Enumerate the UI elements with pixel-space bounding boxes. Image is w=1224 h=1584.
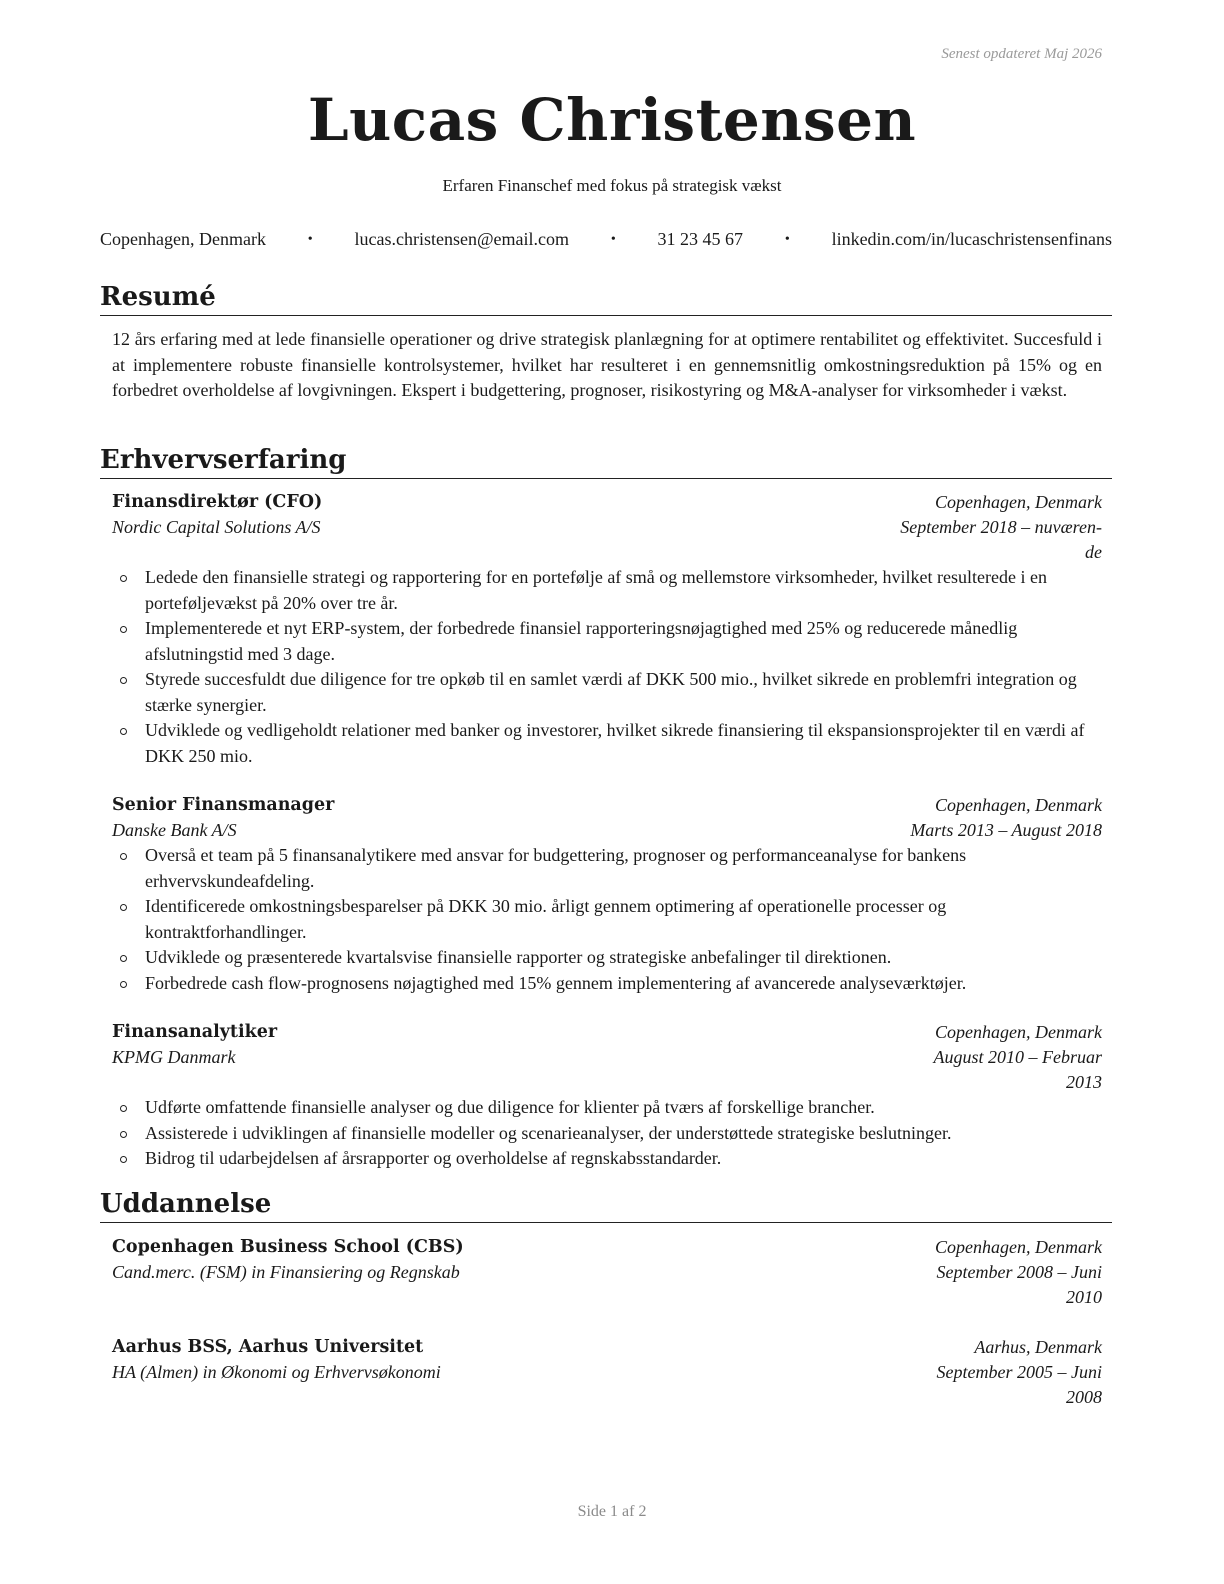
job-role: Finansanalytiker	[112, 1022, 278, 1042]
school-name: Aarhus BSS, Aarhus Universitet	[112, 1337, 424, 1357]
bullet-circle-icon	[120, 677, 127, 684]
job-dates: September 2018 – nuværen-	[900, 517, 1102, 537]
contact-separator: •	[610, 231, 616, 247]
bullet-circle-icon	[120, 1105, 127, 1112]
list-item: Udviklede og præsenterede kvartalsvise finansielle rapporter og strategiske anbefalinger til direktionen.	[112, 945, 1102, 971]
degree: Cand.merc. (FSM) in Finansiering og Regnskab	[112, 1262, 460, 1282]
job-company: Danske Bank A/S	[112, 820, 237, 840]
job-company: KPMG Danmark	[112, 1047, 236, 1067]
section-title-education: Uddannelse	[100, 1187, 1112, 1223]
list-item: Ledede den finansielle strategi og rapportering for en portefølje af små og mellemstore virksomheder, hvilket resulterede i en porteføljevækst på 20% over tre år.	[112, 565, 1102, 616]
section-title-summary: Resumé	[100, 280, 1112, 316]
bullet-circle-icon	[120, 904, 127, 911]
list-item: Overså et team på 5 finansanalytikere med ansvar for budgettering, prognoser og performanceanalyse for bankens erhvervskundeafdeling.	[112, 843, 1102, 894]
list-item: Implementerede et nyt ERP-system, der forbedrede finansiel rapporteringsnøjagtighed med 25% og reducerede månedlig afslutningstid med 3 dage.	[112, 616, 1102, 667]
list-item: Udførte omfattende finansielle analyser og due diligence for klienter på tværs af forskellige brancher.	[112, 1095, 1102, 1121]
education-entry	[112, 1335, 1102, 1410]
candidate-tagline: Erfaren Finanschef med fokus på strategisk vækst	[442, 176, 782, 195]
bullet-circle-icon	[120, 728, 127, 735]
contact-line	[100, 229, 1112, 250]
job-bullets	[112, 1095, 1102, 1172]
list-item: Assisterede i udviklingen af finansielle modeller og scenarieanalyser, der understøttede strategiske beslutninger.	[112, 1121, 1102, 1147]
bullet-circle-icon	[120, 626, 127, 633]
section-title-experience: Erhvervserfaring	[100, 443, 1112, 479]
job-location: Copenhagen, Denmark	[935, 795, 1102, 815]
bullet-circle-icon	[120, 853, 127, 860]
job-dates: August 2010 – Februar	[933, 1047, 1102, 1067]
bullet-circle-icon	[120, 1131, 127, 1138]
page-number: Side 1 af 2	[577, 1503, 647, 1520]
job-company: Nordic Capital Solutions A/S	[112, 517, 321, 537]
school-name: Copenhagen Business School (CBS)	[112, 1237, 464, 1257]
job-role: Finansdirektør (CFO)	[112, 492, 323, 512]
contact-email[interactable]: lucas.christensen@email.com	[354, 229, 569, 249]
education-dates-continued: 2010	[1066, 1287, 1102, 1307]
job-bullets	[112, 843, 1102, 996]
job-dates-continued: 2013	[1066, 1072, 1102, 1092]
job-location: Copenhagen, Denmark	[935, 1022, 1102, 1042]
job-entry	[112, 1020, 1102, 1172]
job-bullets	[112, 565, 1102, 769]
education-dates: September 2005 – Juni	[936, 1362, 1102, 1382]
list-item: Udviklede og vedligeholdt relationer med banker og investorer, hvilket sikrede finansiering til ekspansionsprojekter til en værdi af DKK 250 mio.	[112, 718, 1102, 769]
list-item: Identificerede omkostningsbesparelser på DKK 30 mio. årligt gennem optimering af operationelle processer og kontraktforhandlinger.	[112, 894, 1102, 945]
job-role: Senior Finansmanager	[112, 795, 335, 815]
education-entry	[112, 1235, 1102, 1310]
bullet-circle-icon	[120, 1156, 127, 1163]
summary-text: 12 års erfaring med at lede finansielle operationer og drive strategisk planlægning for at optimere rentabilitet og effektivitet. Succesfuld i at implementere robuste finansielle kontrolsystemer, hvilket har resulteret i en gennemsnitlig omkostningsreduktion på 15% og en forbedret overholdelse af lovgivningen. Ekspert i budgettering, prognoser, risikostyring og M&A-analyser for virksomheder i vækst.	[112, 329, 1102, 400]
contact-separator: •	[307, 231, 313, 247]
job-entry	[112, 793, 1102, 996]
contact-phone: 31 23 45 67	[657, 229, 744, 249]
last-updated-note: Senest opdateret Maj 2026	[941, 46, 1102, 62]
list-item: Bidrog til udarbejdelsen af årsrapporter og overholdelse af regnskabsstandarder.	[112, 1146, 1102, 1172]
job-dates-continued: de	[1085, 542, 1102, 562]
job-dates: Marts 2013 – August 2018	[910, 820, 1102, 840]
job-entry	[112, 490, 1102, 769]
contact-location: Copenhagen, Denmark	[100, 229, 266, 249]
education-dates: September 2008 – Juni	[936, 1262, 1102, 1282]
bullet-circle-icon	[120, 575, 127, 582]
school-location: Aarhus, Denmark	[974, 1337, 1102, 1357]
school-location: Copenhagen, Denmark	[935, 1237, 1102, 1257]
candidate-name: Lucas Christensen	[307, 86, 917, 154]
bullet-circle-icon	[120, 981, 127, 988]
contact-separator: •	[784, 231, 790, 247]
job-location: Copenhagen, Denmark	[935, 492, 1102, 512]
list-item: Forbedrede cash flow-prognosens nøjagtighed med 15% gennem implementering af avancerede analyseværktøjer.	[112, 971, 1102, 997]
contact-linkedin[interactable]: linkedin.com/in/lucaschristensenfinans	[831, 229, 1112, 249]
education-dates-continued: 2008	[1066, 1387, 1102, 1407]
degree: HA (Almen) in Økonomi og Erhvervsøkonomi	[112, 1362, 441, 1382]
list-item: Styrede succesfuldt due diligence for tre opkøb til en samlet værdi af DKK 500 mio., hvilket sikrede en problemfri integration og stærke synergier.	[112, 667, 1102, 718]
bullet-circle-icon	[120, 955, 127, 962]
